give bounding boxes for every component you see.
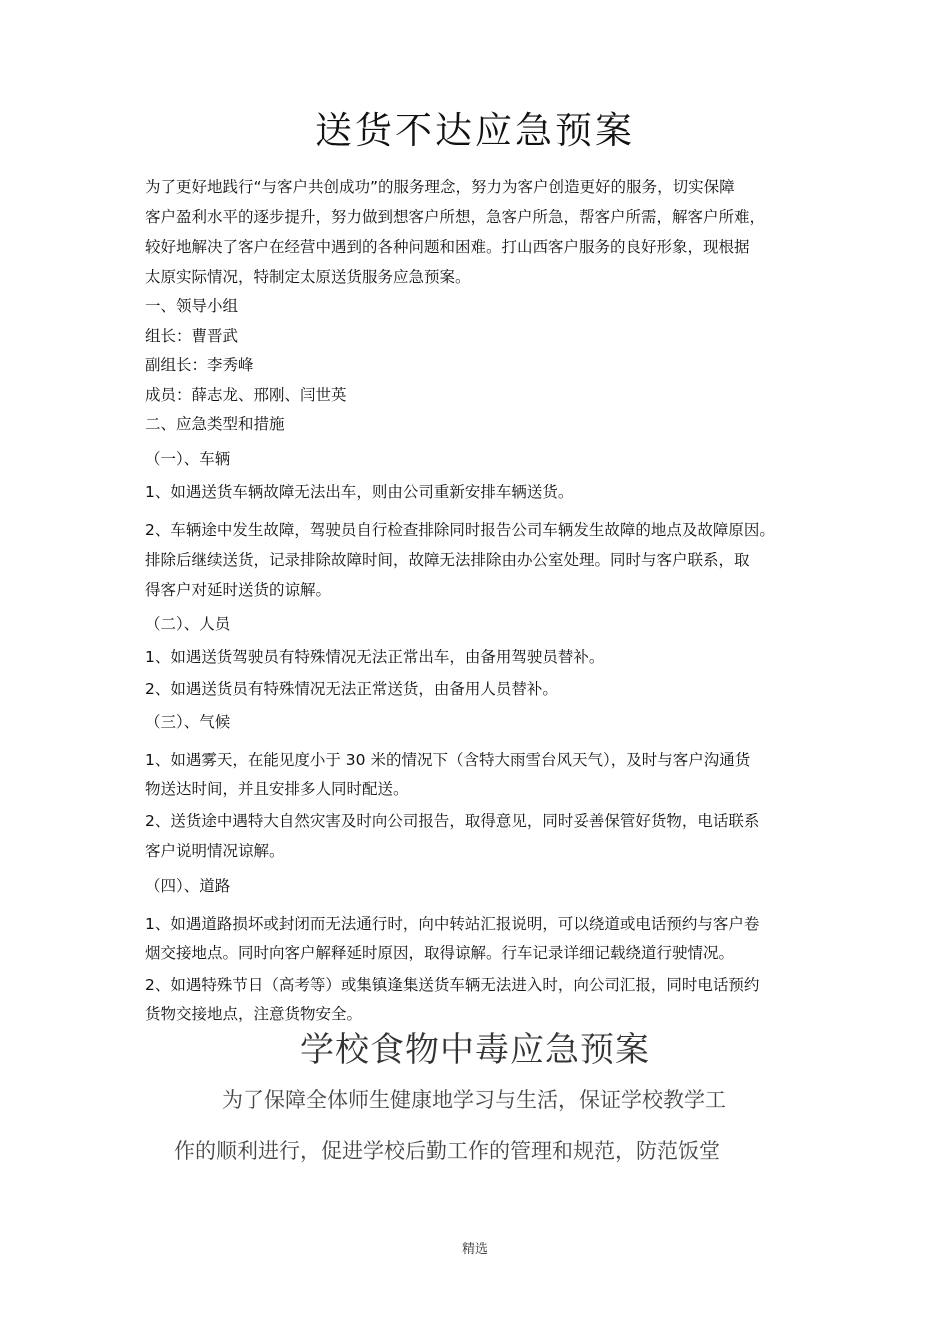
doc2-intro-line: 为了保障全体师生健康地学习与生活，保证学校教学工 (222, 1088, 726, 1112)
doc1-intro-line: 较好地解决了客户在经营中遇到的各种问题和困难。打山西客户服务的良好形象，现根据 (145, 238, 750, 256)
section2-heading: 二、应急类型和措施 (145, 415, 285, 433)
sub4-item2-line: 货物交接地点，注意货物安全。 (145, 1005, 363, 1023)
sub4-heading: （四）、道路 (145, 877, 231, 895)
sub1-item1: 1、如遇送货车辆故障无法出车，则由公司重新安排车辆送货。 (145, 483, 574, 501)
doc2-title: 学校食物中毒应急预案 (300, 1030, 650, 1070)
sub2-item2: 2、如遇送货员有特殊情况无法正常送货，由备用人员替补。 (145, 680, 558, 698)
doc1-intro-line: 为了更好地践行“与客户共创成功”的服务理念，努力为客户创造更好的服务，切实保障 (145, 178, 735, 196)
sub1-item2-line: 2、车辆途中发生故障，驾驶员自行检查排除同时报告公司车辆发生故障的地点及故障原因。 (145, 521, 775, 539)
sub3-item2-line: 2、送货途中遇特大自然灾害及时向公司报告，取得意见，同时妥善保管好货物，电话联系 (145, 812, 760, 830)
sub4-item2-line: 2、如遇特殊节日（高考等）或集镇逢集送货车辆无法进入时，向公司汇报，同时电话预约 (145, 976, 760, 994)
sub3-item2-line: 客户说明情况谅解。 (145, 842, 285, 860)
sub4-item1-line: 烟交接地点。同时向客户解释延时原因，取得谅解。行车记录详细记载绕道行驶情况。 (145, 944, 735, 962)
page-footer: 精选 (461, 1242, 488, 1257)
sub3-heading: （三）、气候 (145, 713, 231, 731)
doc1-intro-line: 太原实际情况，特制定太原送货服务应急预案。 (145, 268, 471, 286)
sub1-item2-line: 得客户对延时送货的谅解。 (145, 581, 332, 599)
leader-line: 组长：曹晋武 (145, 327, 239, 345)
deputy-line: 副组长：李秀峰 (145, 356, 254, 374)
doc1-intro-line: 客户盈利水平的逐步提升，努力做到想客户所想，急客户所急，帮客户所需，解客户所难， (145, 208, 766, 226)
doc2-intro-line: 作的顺利进行，促进学校后勤工作的管理和规范，防范饭堂 (174, 1139, 720, 1163)
section1-heading: 一、领导小组 (145, 297, 239, 315)
sub1-item2-line: 排除后继续送货，记录排除故障时间，故障无法排除由办公室处理。同时与客户联系，取 (145, 551, 750, 569)
doc1-title: 送货不达应急预案 (315, 109, 635, 152)
sub3-item1-line: 1、如遇雾天，在能见度小于 30 米的情况下（含特大雨雪台风天气），及时与客户沟通货 (145, 751, 751, 769)
sub2-heading: （二）、人员 (145, 615, 231, 633)
sub2-item1: 1、如遇送货驾驶员有特殊情况无法正常出车，由备用驾驶员替补。 (145, 648, 605, 666)
members-line: 成员：薛志龙、邢刚、闫世英 (145, 386, 347, 404)
sub4-item1-line: 1、如遇道路损坏或封闭而无法通行时，向中转站汇报说明，可以绕道或电话预约与客户卷 (145, 915, 760, 933)
sub3-item1-line: 物送达时间，并且安排多人同时配送。 (145, 780, 409, 798)
sub1-heading: （一）、车辆 (145, 450, 231, 468)
